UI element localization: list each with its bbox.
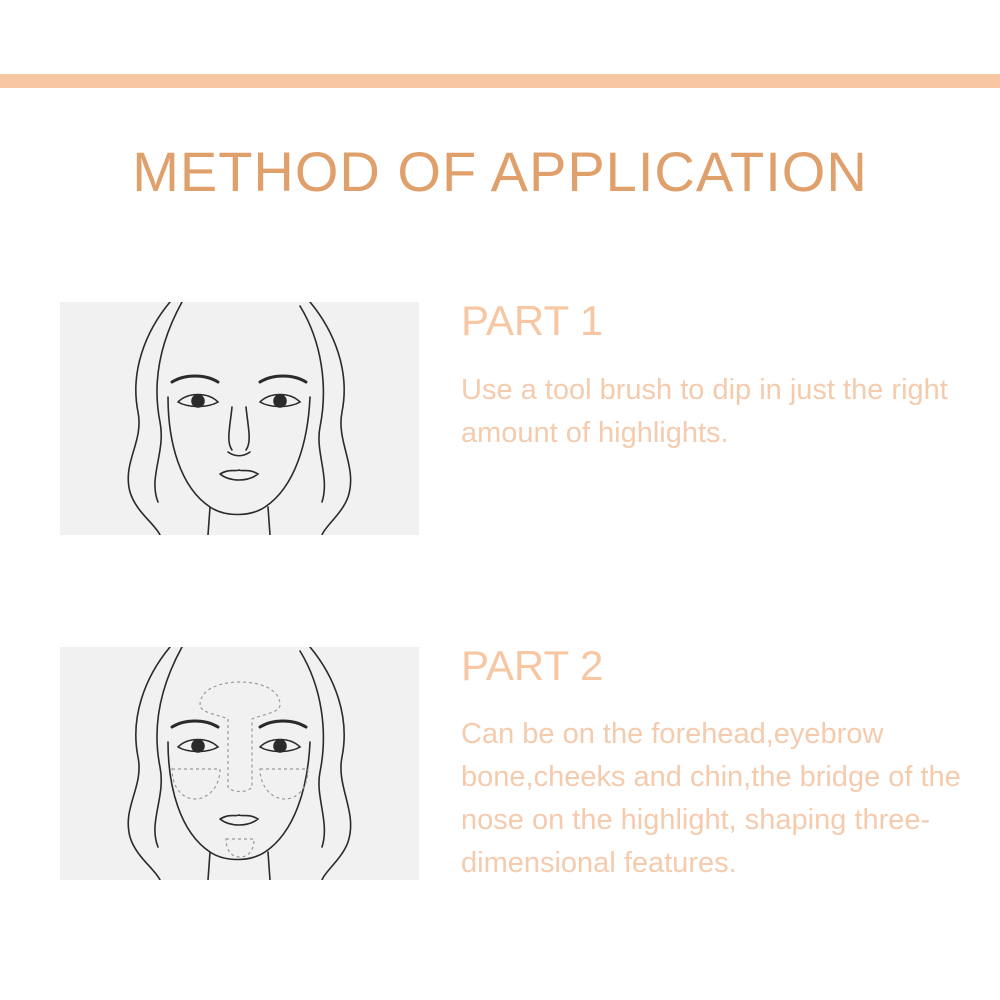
face-highlight-zones-icon bbox=[60, 647, 419, 880]
part-1-heading: PART 1 bbox=[461, 297, 604, 344]
face-drawing-icon bbox=[60, 302, 419, 535]
part-2-heading: PART 2 bbox=[461, 642, 604, 689]
page-title: METHOD OF APPLICATION bbox=[132, 140, 868, 203]
part-1-description: Use a tool brush to dip in just the right amount of highlights. bbox=[461, 374, 948, 449]
part-2-description: Can be on the forehead,eyebrow bone,cheeks and chin,the bridge of the nose on the highlight, shaping three-dimensional features. bbox=[461, 718, 961, 879]
accent-bar bbox=[0, 74, 1000, 88]
face-illustration-part-1 bbox=[60, 302, 419, 535]
face-illustration-part-2 bbox=[60, 647, 419, 880]
